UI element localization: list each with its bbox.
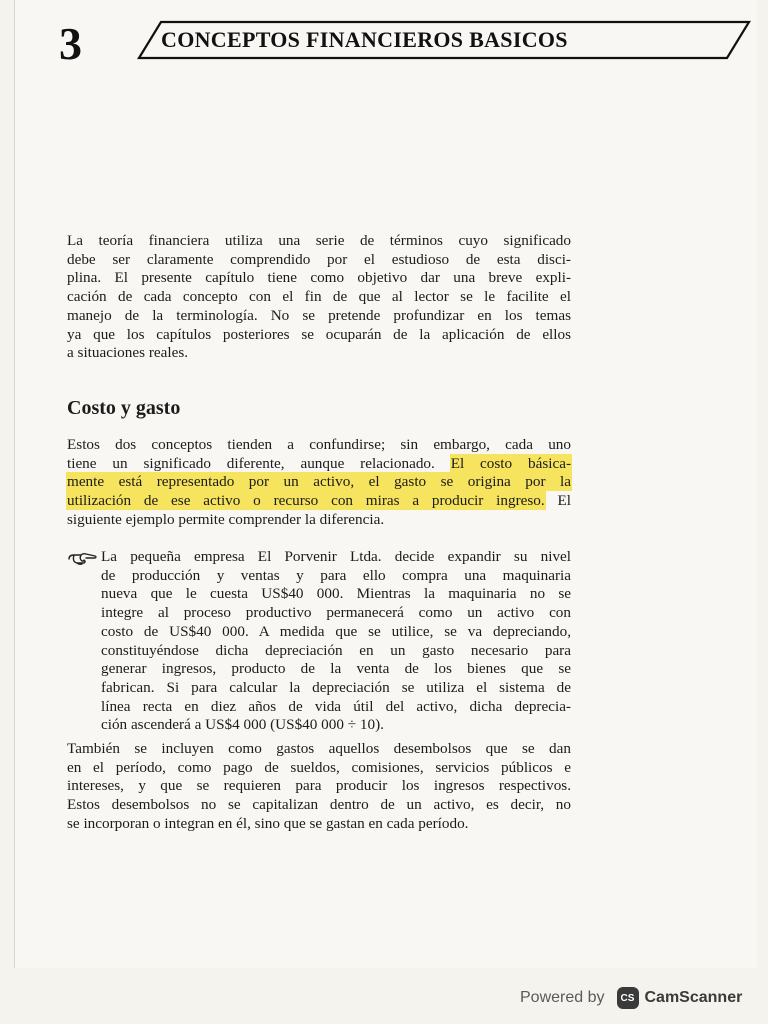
example-line: La pequeña empresa El Porvenir Ltda. decide expandir su nivel (101, 548, 571, 565)
closing-line: También se incluyen como gastos aquellos desembolsos que se dan (67, 740, 571, 757)
intro-line: plina. El presente capítulo tiene como objetivo dar una breve expli- (67, 269, 571, 287)
example-line: fabrican. Si para calcular la depreciación se utiliza el sistema de (101, 678, 571, 696)
intro-line: La teoría financiera utiliza una serie de términos cuyo significado (67, 232, 571, 249)
closing-line: en el período, como pago de sueldos, comisiones, servicios públicos e (67, 758, 571, 776)
intro-line: cación de cada concepto con el fin de que al lector se le facilite el (67, 288, 571, 306)
camscanner-logo-icon: CS (617, 987, 639, 1009)
closing-line: se incorporan o integran en él, sino que se gastan en cada período. (67, 814, 469, 832)
section-heading: Costo y gasto (67, 397, 181, 419)
definition-line: siguiente ejemplo permite comprender la diferencia. (67, 510, 385, 528)
pointing-hand-icon (67, 550, 97, 566)
example-line: ción ascenderá a US$4 000 (US$40 000 ÷ 10). (101, 716, 384, 734)
intro-line: ya que los capítulos posteriores se ocuparán de la aplicación de ellos (67, 325, 571, 343)
definition-text: tiene un significado diferente, aunque relacionado. (67, 454, 451, 472)
example-line: integre al proceso productivo permanecerá como un activo con (101, 604, 571, 622)
closing-line: intereses, y que se requieren para producir los ingresos respectivos. (67, 777, 571, 795)
definition-text: El (544, 492, 571, 510)
chapter-number: 3 (59, 18, 82, 69)
intro-line: debe ser claramente comprendido por el estudioso de esta disci- (67, 250, 571, 268)
example-line: costo de US$40 000. A medida que se utilice, se va depreciando, (101, 622, 571, 640)
example-paragraph (101, 548, 571, 735)
definition-line (67, 492, 571, 511)
example-line: línea recta en diez años de vida útil del activo, dicha deprecia- (101, 697, 571, 715)
intro-paragraph (67, 232, 571, 363)
camscanner-watermark (520, 985, 742, 1011)
example-line: constituyéndose dicha depreciación en un gasto necesario para (101, 641, 571, 659)
highlighted-text: mente está representado por un activo, el gasto se origina por la (67, 473, 571, 491)
highlighted-text: utilización de ese activo o recurso con miras a producir ingreso. (67, 492, 545, 510)
definition-paragraph (67, 436, 571, 530)
example-line: generar ingresos, producto de la venta de los bienes que se (101, 660, 571, 678)
definition-line: Estos dos conceptos tienden a confundirse; sin embargo, cada uno (67, 436, 571, 453)
chapter-title: CONCEPTOS FINANCIEROS BASICOS (161, 27, 568, 52)
closing-paragraph (67, 740, 571, 834)
chapter-banner (119, 18, 753, 62)
document-page (14, 0, 757, 968)
definition-line (67, 455, 571, 474)
watermark-powered-text: Powered by (520, 989, 605, 1006)
definition-line (67, 473, 571, 492)
example-line: nueva que le cuesta US$40 000. Mientras la maquinaria no se (101, 585, 571, 603)
intro-line: a situaciones reales. (67, 344, 189, 362)
watermark-brand: CamScanner (644, 989, 743, 1006)
example-line: de producción y ventas y para ello compra una maquinaria (101, 566, 571, 584)
highlighted-text: El costo básica- (450, 454, 571, 472)
closing-line: Estos desembolsos no se capitalizan dentro de un activo, es decir, no (67, 796, 571, 814)
intro-line: manejo de la terminología. No se pretende profundizar en los temas (67, 306, 571, 324)
